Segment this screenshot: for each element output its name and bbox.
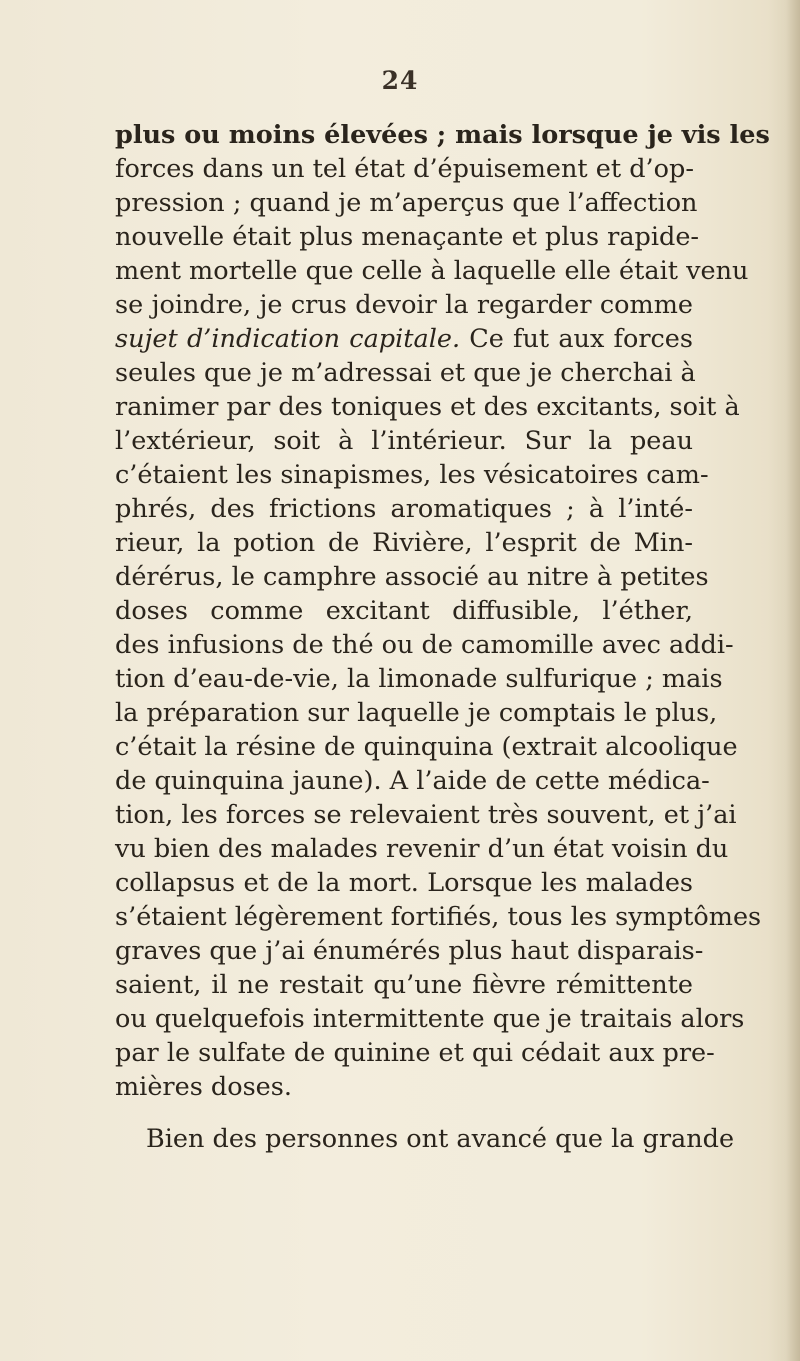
- text-line: seules que je m’adressai et que je cherchai à: [115, 358, 696, 388]
- text-line: mières doses.: [115, 1072, 292, 1102]
- text-line: dérérus, le camphre associé au nitre à petites: [115, 562, 709, 592]
- text-line: par le sulfate de quinine et qui cédait aux pre-: [115, 1038, 715, 1068]
- text-line: nouvelle était plus menaçante et plus rapide-: [115, 222, 700, 252]
- text-line: Bien des personnes ont avancé que la grande: [146, 1124, 735, 1154]
- text-line: saient, il ne restait qu’une fièvre rémittente: [115, 970, 693, 1000]
- italic-phrase: sujet d’indication capitale.: [115, 324, 461, 354]
- text-line: collapsus et de la mort. Lorsque les malades: [115, 868, 693, 898]
- text-line: l’extérieur, soit à l’intérieur. Sur la peau: [115, 426, 693, 456]
- text-line: s’étaient légèrement fortifiés, tous les symptômes: [115, 902, 762, 932]
- text-line: pression ; quand je m’aperçus que l’affection: [115, 188, 698, 218]
- text-line: plus ou moins élevées ; mais lorsque je vis les: [115, 120, 770, 150]
- text-line: ranimer par des toniques et des excitants, soit à: [115, 392, 740, 422]
- text-line: graves que j’ai énumérés plus haut disparais-: [115, 936, 704, 966]
- text-line: c’étaient les sinapismes, les vésicatoires cam-: [115, 460, 709, 490]
- text-line: phrés, des frictions aromatiques ; à l’inté-: [115, 494, 693, 524]
- text-line: tion, les forces se relevaient très souvent, et j’ai: [115, 800, 737, 830]
- text-line: de quinquina jaune). A l’aide de cette médica-: [115, 766, 710, 796]
- text-line: [115, 322, 693, 356]
- text-line: tion d’eau-de-vie, la limonade sulfurique ; mais: [115, 664, 723, 694]
- text-line: doses comme excitant diffusible, l’éther,: [115, 596, 693, 626]
- text-line: la préparation sur laquelle je comptais le plus,: [115, 698, 718, 728]
- text-line-rest: Ce fut aux forces: [460, 324, 693, 354]
- text-line: ou quelquefois intermittente que je traitais alors: [115, 1004, 745, 1034]
- page-number: 24: [381, 66, 419, 95]
- text-line: ment mortelle que celle à laquelle elle était venu: [115, 256, 749, 286]
- text-line: des infusions de thé ou de camomille avec addi-: [115, 630, 734, 660]
- text-line: se joindre, je crus devoir la regarder comme: [115, 290, 693, 320]
- text-line: vu bien des malades revenir d’un état voisin du: [115, 834, 729, 864]
- text-line: rieur, la potion de Rivière, l’esprit de Min-: [115, 528, 693, 558]
- text-line: forces dans un tel état d’épuisement et d’op-: [115, 154, 694, 184]
- text-line: c’était la résine de quinquina (extrait alcoolique: [115, 732, 738, 762]
